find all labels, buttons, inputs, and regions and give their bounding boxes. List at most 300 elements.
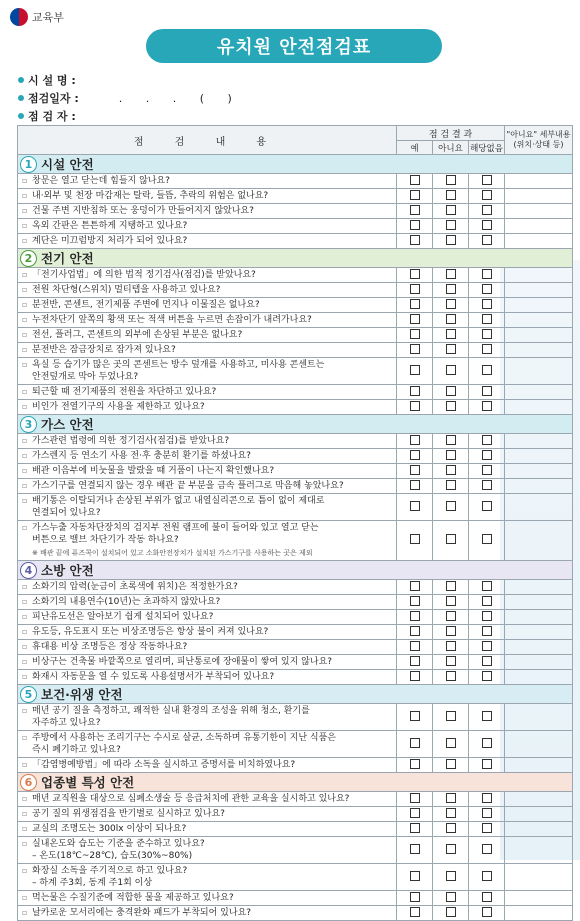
checkbox-na[interactable] [482, 793, 492, 803]
bullet-icon [18, 95, 24, 101]
checkbox-na[interactable] [482, 465, 492, 475]
checkbox-na[interactable] [482, 435, 492, 445]
question-text: ▫ 배기통은 이탈되거나 손상된 부위가 없고 내열실리콘으로 틈이 없이 제대로 [32, 496, 325, 506]
checkbox-cell-yes [397, 400, 433, 415]
checkbox-na[interactable] [482, 907, 492, 917]
checklist-question [18, 434, 397, 449]
question-text: ▫ 먹는물은 수질기준에 적합한 물을 제공하고 있나요? [32, 893, 234, 903]
checklist-question [18, 479, 397, 494]
checkbox-no[interactable] [446, 596, 456, 606]
detail-note-cell[interactable] [505, 219, 573, 234]
checkbox-cell-yes [397, 313, 433, 328]
checkbox-yes[interactable] [410, 711, 420, 721]
checkbox-cell-no [433, 625, 469, 640]
checkbox-cell-yes [397, 219, 433, 234]
detail-note-cell[interactable] [505, 268, 573, 283]
section-number: 5 [20, 686, 37, 703]
facility-name-field [18, 72, 76, 88]
inspector-field [18, 108, 76, 124]
question-text: ▫ 가스누출 자동차단장치의 검지부 전원 램프에 불이 들어와 있고 열고 닫는 [32, 523, 319, 533]
checkbox-cell-no [433, 792, 469, 807]
checklist-question [18, 234, 397, 249]
question-text: ▫ 공기 질의 위생점검을 반기별로 실시하고 있나요? [32, 809, 225, 819]
checkbox-cell-na [469, 610, 505, 625]
checkbox-cell-na [469, 219, 505, 234]
checkbox-cell-no [433, 313, 469, 328]
checkbox-yes[interactable] [410, 844, 420, 854]
checkbox-no[interactable] [446, 314, 456, 324]
checkbox-no[interactable] [446, 175, 456, 185]
checkbox-na[interactable] [482, 738, 492, 748]
checkbox-no[interactable] [446, 611, 456, 621]
checkbox-na[interactable] [482, 871, 492, 881]
detail-note-cell[interactable] [505, 610, 573, 625]
checkbox-no[interactable] [446, 465, 456, 475]
detail-note-cell[interactable] [505, 479, 573, 494]
checkbox-cell-no [433, 670, 469, 685]
checkbox-cell-no [433, 400, 469, 415]
bullet-icon [18, 113, 24, 119]
checkbox-cell-no [433, 758, 469, 773]
checkbox-na[interactable] [482, 329, 492, 339]
checklist-question [18, 189, 397, 204]
checklist-question [18, 758, 397, 773]
question-text: ▫ 욕실 등 습기가 많은 곳의 콘센트는 방수 덮개를 사용하고, 미사용 콘센트는 [32, 360, 325, 370]
checklist-question [18, 837, 397, 864]
detail-note-cell[interactable] [505, 792, 573, 807]
checkbox-cell-yes [397, 704, 433, 731]
checkbox-na[interactable] [482, 641, 492, 651]
question-text: ▫ 화재시 자동문을 열 수 있도록 사용설명서가 부착되어 있나요? [32, 672, 275, 682]
question-text: ▫ 「감염병예방법」에 따라 소독을 실시하고 증명서를 비치하였나요? [32, 760, 296, 770]
section-title: 보건·위생 안전 [41, 687, 123, 702]
checkbox-no[interactable] [446, 738, 456, 748]
checkbox-no[interactable] [446, 480, 456, 490]
checkbox-yes[interactable] [410, 401, 420, 411]
checkbox-cell-no [433, 479, 469, 494]
checkbox-no[interactable] [446, 711, 456, 721]
note-header-title: "아니요" 세부내용 [506, 130, 571, 139]
checkbox-no[interactable] [446, 823, 456, 833]
checkbox-no[interactable] [446, 220, 456, 230]
checkbox-cell-no [433, 864, 469, 891]
checkbox-yes[interactable] [410, 534, 420, 544]
question-text: ▫ 분전반은 잠금장치로 잠가져 있나요? [32, 345, 176, 355]
checklist-row [18, 479, 573, 494]
detail-note-cell[interactable] [505, 328, 573, 343]
checkbox-cell-yes [397, 758, 433, 773]
checkbox-yes[interactable] [410, 299, 420, 309]
checklist-question [18, 822, 397, 837]
checkbox-yes[interactable] [410, 450, 420, 460]
checkbox-yes[interactable] [410, 611, 420, 621]
checkbox-yes[interactable] [410, 907, 420, 917]
checkbox-yes[interactable] [410, 759, 420, 769]
question-text: ▫ 매년 공기 질을 측정하고, 쾌적한 실내 환경의 조성을 위해 청소, 환기를 [32, 706, 310, 716]
detail-note-cell[interactable] [505, 521, 573, 561]
inspection-date-field [18, 90, 242, 106]
checklist-question [18, 449, 397, 464]
checkbox-na[interactable] [482, 269, 492, 279]
question-text: ▫ 「전기사업법」에 의한 법적 정기검사(점검)를 받았나요? [32, 270, 256, 280]
checkbox-no[interactable] [446, 435, 456, 445]
question-text: ▫ 매년 교직원을 대상으로 심폐소생술 등 응급처치에 관한 교육을 실시하고 있나요? [32, 794, 350, 804]
detail-note-cell[interactable] [505, 464, 573, 479]
section-title-cell [18, 249, 573, 268]
question-text: ▫ 교실의 조명도는 300lx 이상이 되나요? [32, 824, 187, 834]
checkbox-na[interactable] [482, 450, 492, 460]
checkbox-cell-yes [397, 655, 433, 670]
checkbox-no[interactable] [446, 808, 456, 818]
checkbox-yes[interactable] [410, 435, 420, 445]
checkbox-cell-na [469, 792, 505, 807]
checkbox-na[interactable] [482, 759, 492, 769]
checkbox-na[interactable] [482, 626, 492, 636]
checkbox-na[interactable] [482, 534, 492, 544]
checkbox-yes[interactable] [410, 738, 420, 748]
checklist-question [18, 283, 397, 298]
checkbox-no[interactable] [446, 501, 456, 511]
checkbox-na[interactable] [482, 386, 492, 396]
checkbox-no[interactable] [446, 871, 456, 881]
checkbox-no[interactable] [446, 329, 456, 339]
checkbox-no[interactable] [446, 534, 456, 544]
checklist-row [18, 640, 573, 655]
checkbox-cell-na [469, 758, 505, 773]
checkbox-cell-no [433, 234, 469, 249]
detail-note-cell[interactable] [505, 204, 573, 219]
checkbox-yes[interactable] [410, 581, 420, 591]
detail-note-cell[interactable] [505, 704, 573, 731]
checkbox-cell-yes [397, 891, 433, 906]
checkbox-cell-no [433, 449, 469, 464]
checkbox-cell-yes [397, 358, 433, 385]
checkbox-cell-na [469, 358, 505, 385]
detail-note-cell[interactable] [505, 640, 573, 655]
checkbox-na[interactable] [482, 671, 492, 681]
checklist-question [18, 343, 397, 358]
checkbox-yes[interactable] [410, 626, 420, 636]
checkbox-cell-no [433, 731, 469, 758]
detail-note-cell[interactable] [505, 400, 573, 415]
checkbox-cell-no [433, 189, 469, 204]
detail-note-cell[interactable] [505, 906, 573, 921]
question-text: ▫ 화장실 소독을 주기적으로 하고 있나요? [32, 866, 188, 876]
government-emblem-icon [10, 8, 28, 26]
checkbox-cell-na [469, 837, 505, 864]
checkbox-cell-yes [397, 283, 433, 298]
checkbox-no[interactable] [446, 793, 456, 803]
detail-note-cell[interactable] [505, 343, 573, 358]
section-title-cell [18, 561, 573, 580]
checkbox-no[interactable] [446, 907, 456, 917]
checkbox-cell-yes [397, 298, 433, 313]
checkbox-no[interactable] [446, 759, 456, 769]
checkbox-na[interactable] [482, 892, 492, 902]
section-header [18, 773, 573, 792]
checkbox-no[interactable] [446, 401, 456, 411]
checklist-row [18, 837, 573, 864]
checkbox-no[interactable] [446, 626, 456, 636]
checkbox-no[interactable] [446, 284, 456, 294]
checkbox-yes[interactable] [410, 641, 420, 651]
bullet-icon [18, 77, 24, 83]
checkbox-yes[interactable] [410, 235, 420, 245]
checkbox-no[interactable] [446, 892, 456, 902]
checkbox-cell-na [469, 655, 505, 670]
checkbox-yes[interactable] [410, 329, 420, 339]
checkbox-yes[interactable] [410, 793, 420, 803]
checkbox-na[interactable] [482, 344, 492, 354]
checkbox-yes[interactable] [410, 892, 420, 902]
section-number: 6 [20, 774, 37, 791]
checkbox-cell-no [433, 807, 469, 822]
checkbox-na[interactable] [482, 501, 492, 511]
checkbox-cell-yes [397, 268, 433, 283]
checkbox-yes[interactable] [410, 501, 420, 511]
checkbox-na[interactable] [482, 314, 492, 324]
checklist-row [18, 298, 573, 313]
detail-note-cell[interactable] [505, 283, 573, 298]
inspector-label: 점 검 자 : [28, 110, 76, 123]
checkbox-na[interactable] [482, 365, 492, 375]
checklist-question [18, 464, 397, 479]
detail-note-cell[interactable] [505, 434, 573, 449]
checkbox-no[interactable] [446, 205, 456, 215]
detail-note-cell[interactable] [505, 625, 573, 640]
detail-note-cell[interactable] [505, 174, 573, 189]
checkbox-cell-na [469, 298, 505, 313]
checkbox-no[interactable] [446, 844, 456, 854]
checkbox-yes[interactable] [410, 480, 420, 490]
checkbox-yes[interactable] [410, 596, 420, 606]
checklist-row [18, 822, 573, 837]
checkbox-no[interactable] [446, 450, 456, 460]
checkbox-yes[interactable] [410, 344, 420, 354]
detail-note-cell[interactable] [505, 385, 573, 400]
detail-note-cell[interactable] [505, 189, 573, 204]
detail-note-cell[interactable] [505, 758, 573, 773]
checklist-row [18, 670, 573, 685]
checklist-row [18, 343, 573, 358]
checkbox-no[interactable] [446, 269, 456, 279]
detail-note-cell[interactable] [505, 298, 573, 313]
detail-note-cell[interactable] [505, 837, 573, 864]
checkbox-na[interactable] [482, 205, 492, 215]
checkbox-cell-no [433, 283, 469, 298]
checkbox-cell-no [433, 640, 469, 655]
question-text-continued: 즉시 폐기하고 있나요? [32, 745, 121, 755]
checkbox-no[interactable] [446, 235, 456, 245]
checkbox-cell-no [433, 328, 469, 343]
question-text: ▫ 소화기의 압력(눈금이 초록색에 위치)은 적정한가요? [32, 582, 238, 592]
question-text: ▫ 창문은 열고 닫는데 힘들지 않나요? [32, 176, 170, 186]
detail-note-cell[interactable] [505, 449, 573, 464]
detail-note-cell[interactable] [505, 891, 573, 906]
question-text: ▫ 실내온도와 습도는 기준을 준수하고 있나요? [32, 839, 205, 849]
checklist-row [18, 434, 573, 449]
checklist-question [18, 204, 397, 219]
checkbox-cell-no [433, 219, 469, 234]
checkbox-cell-no [433, 298, 469, 313]
section-header [18, 561, 573, 580]
checkbox-no[interactable] [446, 386, 456, 396]
checkbox-yes[interactable] [410, 205, 420, 215]
checkbox-cell-no [433, 521, 469, 561]
question-text-continued: 자주하고 있나요? [32, 718, 101, 728]
detail-note-cell[interactable] [505, 864, 573, 891]
checkbox-cell-no [433, 174, 469, 189]
checkbox-cell-yes [397, 434, 433, 449]
detail-note-cell[interactable] [505, 731, 573, 758]
checkbox-yes[interactable] [410, 190, 420, 200]
checkbox-cell-yes [397, 449, 433, 464]
question-text: ▫ 전원 차단형(스위치) 멀티탭을 사용하고 있나요? [32, 285, 221, 295]
checkbox-yes[interactable] [410, 656, 420, 666]
checkbox-cell-yes [397, 343, 433, 358]
checkbox-yes[interactable] [410, 871, 420, 881]
checkbox-yes[interactable] [410, 808, 420, 818]
checkbox-cell-yes [397, 731, 433, 758]
checkbox-na[interactable] [482, 190, 492, 200]
checklist-question [18, 704, 397, 731]
checkbox-no[interactable] [446, 656, 456, 666]
checkbox-cell-no [433, 204, 469, 219]
checkbox-no[interactable] [446, 190, 456, 200]
checkbox-cell-na [469, 283, 505, 298]
detail-note-cell[interactable] [505, 234, 573, 249]
detail-note-cell[interactable] [505, 580, 573, 595]
checkbox-cell-no [433, 385, 469, 400]
question-text-continued: 안전덮개로 막아 두었나요? [32, 372, 139, 382]
checkbox-na[interactable] [482, 175, 492, 185]
checkbox-no[interactable] [446, 365, 456, 375]
question-text: ▫ 누전차단기 앞쪽의 황색 또는 적색 버튼을 누르면 손잡이가 내려가나요? [32, 315, 312, 325]
checkbox-na[interactable] [482, 711, 492, 721]
detail-note-cell[interactable] [505, 358, 573, 385]
checkbox-no[interactable] [446, 581, 456, 591]
checkbox-na[interactable] [482, 284, 492, 294]
checklist-row [18, 313, 573, 328]
checkbox-cell-na [469, 343, 505, 358]
checkbox-na[interactable] [482, 823, 492, 833]
checkbox-na[interactable] [482, 235, 492, 245]
checklist-question [18, 807, 397, 822]
checkbox-no[interactable] [446, 671, 456, 681]
question-text: ▫ 분전반, 콘센트, 전기제품 주변에 먼지나 이물질은 없나요? [32, 300, 260, 310]
checkbox-cell-na [469, 189, 505, 204]
checkbox-yes[interactable] [410, 284, 420, 294]
checklist-row [18, 792, 573, 807]
question-text-continued: 연결되어 있나요? [32, 508, 101, 518]
checkbox-yes[interactable] [410, 465, 420, 475]
checkbox-cell-na [469, 731, 505, 758]
col-na-header: 해당없음 [469, 141, 505, 155]
checkbox-yes[interactable] [410, 365, 420, 375]
checkbox-yes[interactable] [410, 671, 420, 681]
item-column-header: 점 검 내 용 [18, 126, 397, 155]
detail-note-cell[interactable] [505, 807, 573, 822]
detail-note-cell[interactable] [505, 822, 573, 837]
checklist-question [18, 864, 397, 891]
checkbox-na[interactable] [482, 581, 492, 591]
checkbox-cell-yes [397, 328, 433, 343]
checkbox-cell-no [433, 343, 469, 358]
checklist-question [18, 298, 397, 313]
checkbox-yes[interactable] [410, 386, 420, 396]
checkbox-na[interactable] [482, 480, 492, 490]
detail-note-cell[interactable] [505, 313, 573, 328]
question-text: ▫ 비상구는 건축물 바깥쪽으로 열리며, 피난통로에 장애물이 쌓여 있지 않나요? [32, 657, 333, 667]
checkbox-na[interactable] [482, 844, 492, 854]
checkbox-cell-yes [397, 174, 433, 189]
detail-note-cell[interactable] [505, 670, 573, 685]
checkbox-no[interactable] [446, 299, 456, 309]
checklist-question [18, 640, 397, 655]
checkbox-yes[interactable] [410, 314, 420, 324]
checkbox-cell-no [433, 494, 469, 521]
checklist-row [18, 758, 573, 773]
detail-note-cell[interactable] [505, 595, 573, 610]
checkbox-cell-yes [397, 494, 433, 521]
section-title: 업종별 특성 안전 [41, 775, 135, 790]
checkbox-cell-yes [397, 385, 433, 400]
section-header [18, 415, 573, 434]
checkbox-na[interactable] [482, 611, 492, 621]
checklist-row [18, 704, 573, 731]
checkbox-cell-na [469, 400, 505, 415]
checkbox-na[interactable] [482, 401, 492, 411]
checkbox-cell-yes [397, 580, 433, 595]
checklist-row [18, 328, 573, 343]
checklist-row [18, 358, 573, 385]
checkbox-yes[interactable] [410, 269, 420, 279]
checkbox-na[interactable] [482, 808, 492, 818]
checkbox-cell-na [469, 268, 505, 283]
section-title-cell [18, 773, 573, 792]
checkbox-cell-na [469, 449, 505, 464]
checkbox-no[interactable] [446, 344, 456, 354]
question-text: ▫ 피난유도선은 알아보기 쉽게 설치되어 있나요? [32, 612, 214, 622]
checklist-row [18, 864, 573, 891]
checkbox-na[interactable] [482, 656, 492, 666]
question-text: ▫ 날카로운 모서리에는 충격완화 패드가 부착되어 있나요? [32, 908, 252, 918]
checkbox-yes[interactable] [410, 823, 420, 833]
checklist-row [18, 521, 573, 561]
detail-note-cell[interactable] [505, 655, 573, 670]
question-text: ▫ 내·외부 및 천장 마감재는 탈락, 들뜸, 추락의 위험은 없나요? [32, 191, 269, 201]
question-text: ▫ 건물 주변 지반침하 또는 웅덩이가 만들어지지 않았나요? [32, 206, 254, 216]
section-title: 소방 안전 [41, 563, 94, 578]
checkbox-cell-no [433, 610, 469, 625]
section-number: 1 [20, 156, 37, 173]
section-title: 전기 안전 [41, 251, 94, 266]
checkbox-na[interactable] [482, 220, 492, 230]
section-header [18, 155, 573, 174]
checkbox-na[interactable] [482, 299, 492, 309]
checkbox-yes[interactable] [410, 220, 420, 230]
checklist-question [18, 358, 397, 385]
detail-note-cell[interactable] [505, 494, 573, 521]
checklist-question [18, 328, 397, 343]
checkbox-na[interactable] [482, 596, 492, 606]
checklist-row [18, 625, 573, 640]
checkbox-cell-yes [397, 792, 433, 807]
checkbox-cell-yes [397, 837, 433, 864]
checkbox-no[interactable] [446, 641, 456, 651]
checkbox-yes[interactable] [410, 175, 420, 185]
checklist-question [18, 670, 397, 685]
